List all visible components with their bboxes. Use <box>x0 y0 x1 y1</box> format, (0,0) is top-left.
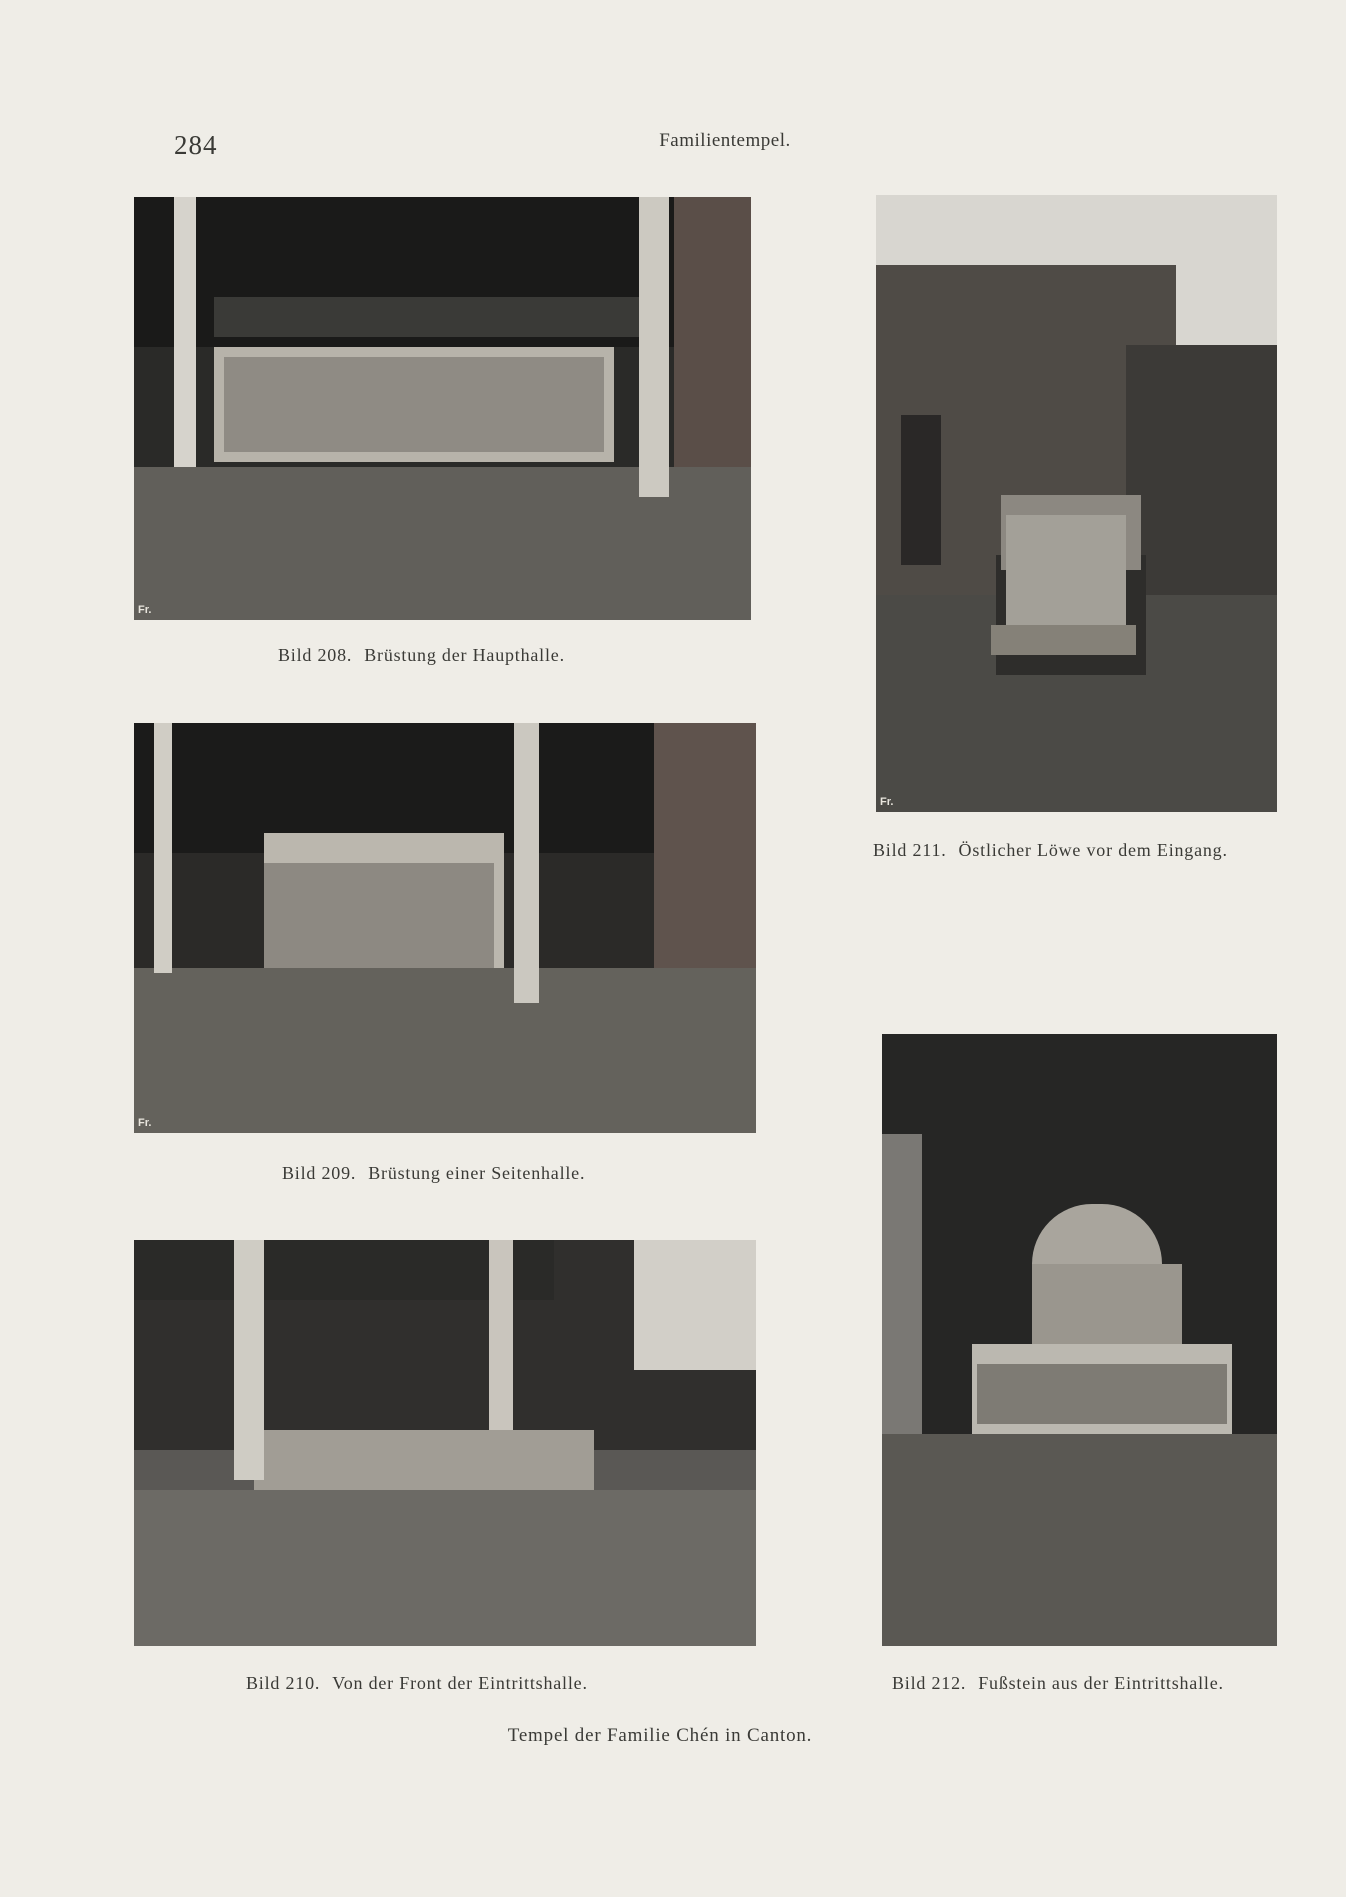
photo-bild-208 <box>134 197 751 620</box>
photo-bild-209 <box>134 723 756 1133</box>
page-number: 284 <box>174 130 218 160</box>
photo-bild-212 <box>882 1034 1277 1646</box>
caption-label-211: Bild 211. <box>873 840 947 860</box>
caption-label-212: Bild 212. <box>892 1673 967 1693</box>
caption-bild-210 <box>246 1673 588 1694</box>
caption-text-208: Brüstung der Haupthalle. <box>364 645 565 665</box>
photo-bild-211 <box>876 195 1277 812</box>
photo-mark-208: Fr. <box>138 604 152 616</box>
caption-bild-208 <box>278 645 565 666</box>
photo-mark-209: Fr. <box>138 1117 152 1129</box>
page-footer-caption: Tempel der Familie Chén in Canton. <box>507 1725 813 1746</box>
caption-label-209: Bild 209. <box>282 1163 357 1183</box>
caption-text-209: Brüstung einer Seitenhalle. <box>368 1163 586 1183</box>
caption-text-211: Östlicher Löwe vor dem Eingang. <box>958 840 1228 860</box>
photo-bild-210 <box>134 1240 756 1646</box>
caption-text-212: Fußstein aus der Eintrittshalle. <box>978 1673 1224 1693</box>
caption-label-208: Bild 208. <box>278 645 353 665</box>
caption-bild-211 <box>873 840 1228 861</box>
photo-mark-211: Fr. <box>880 796 894 808</box>
caption-text-210: Von der Front der Eintrittshalle. <box>332 1673 588 1693</box>
caption-bild-209 <box>282 1163 585 1184</box>
running-head: Familientempel. <box>659 130 791 151</box>
caption-bild-212 <box>892 1673 1224 1694</box>
caption-label-210: Bild 210. <box>246 1673 321 1693</box>
